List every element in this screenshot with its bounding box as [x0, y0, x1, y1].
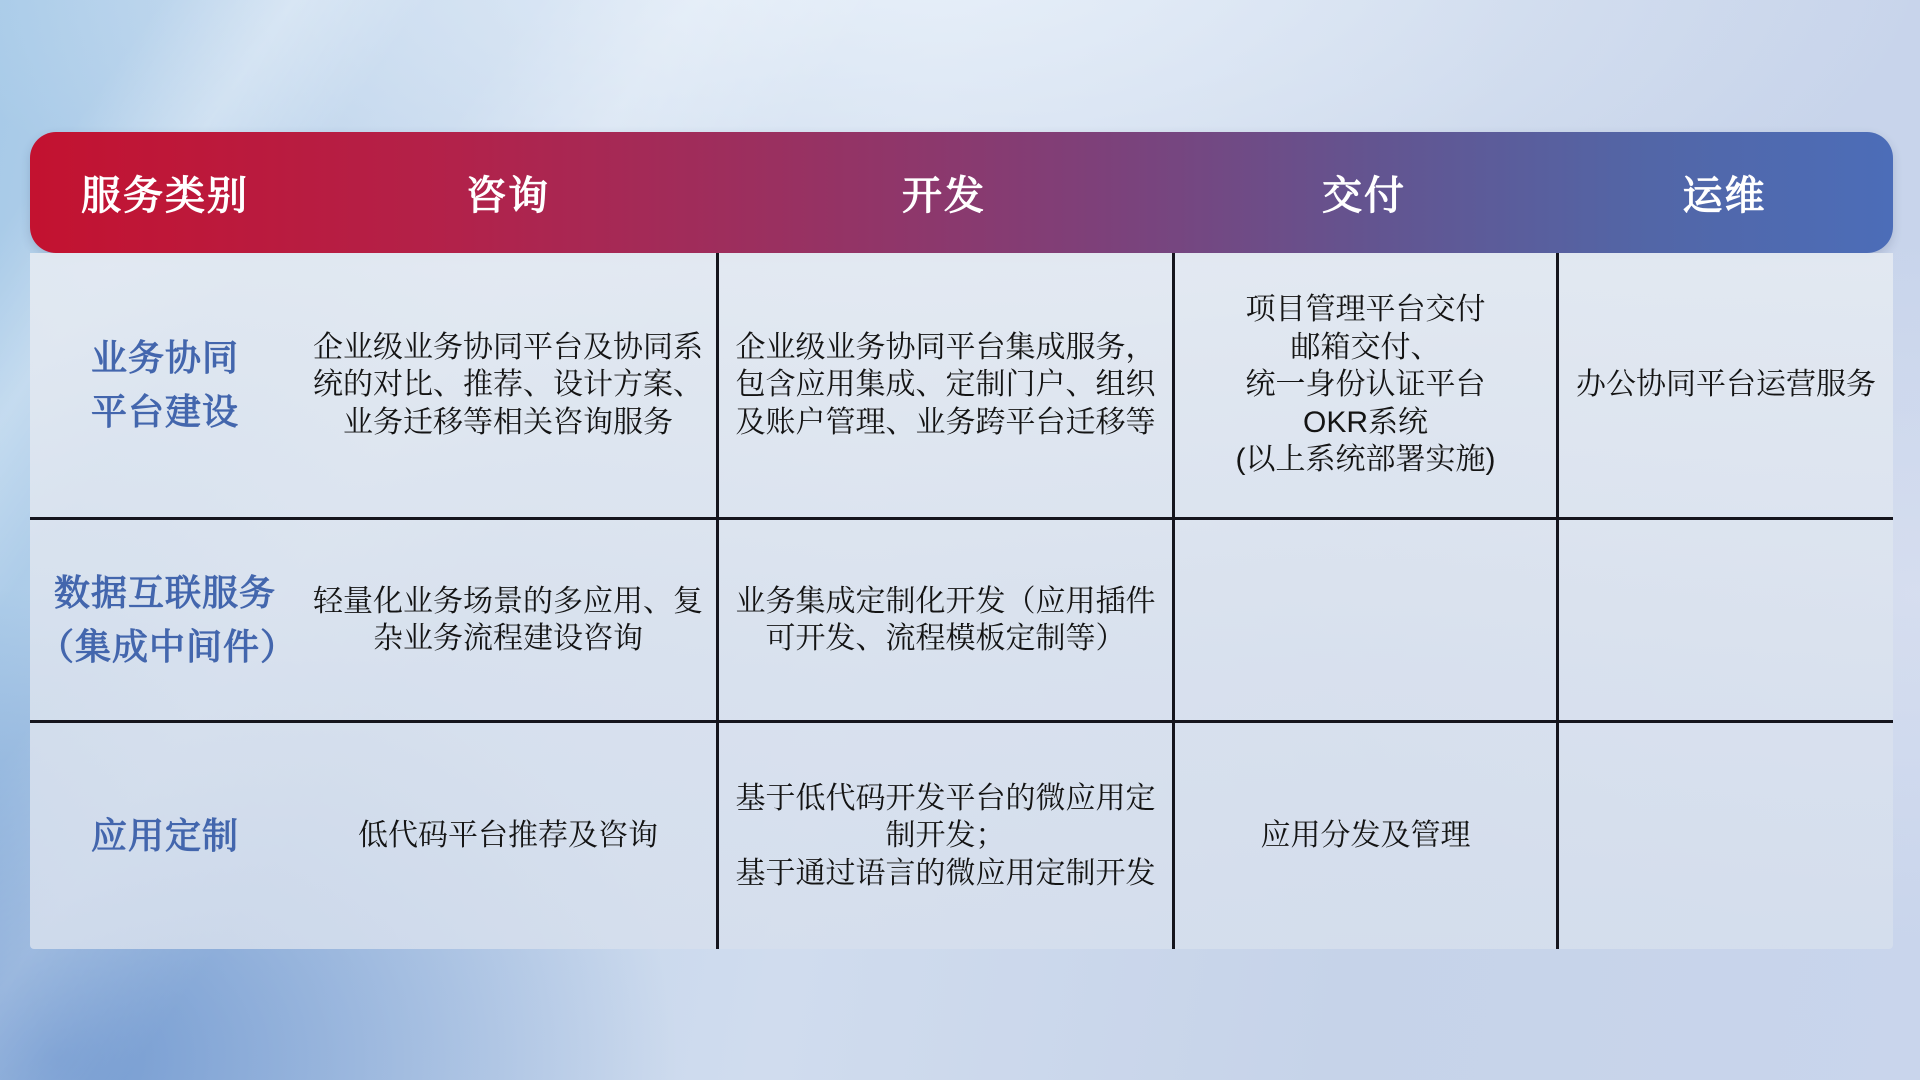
row2-consulting-cell: 轻量化业务场景的多应用、复 杂业务流程建设咨询 — [313, 584, 703, 655]
header-delivery: 交付 — [1322, 174, 1406, 218]
row2-category-label: 数据互联服务 （集成中间件） — [38, 572, 298, 667]
header-service-category: 服务类别 — [81, 174, 249, 218]
table-row-collaboration-platform — [30, 253, 1893, 517]
row2-development-cell: 业务集成定制化开发（应用插件 可开发、流程模板定制等） — [716, 520, 1172, 720]
table-row-app-customization — [30, 720, 1893, 949]
row3-category-label: 应用定制 — [90, 815, 239, 856]
row3-delivery-cell: 应用分发及管理 — [1172, 723, 1556, 949]
service-matrix-table — [30, 132, 1893, 949]
table-header-bar — [30, 132, 1893, 253]
row1-development-cell: 企业级业务协同平台集成服务， 包含应用集成、定制门户、组织 及账户管理、业务跨平台迁移等 — [716, 253, 1172, 517]
header-operations: 运维 — [1682, 174, 1767, 218]
table-row-data-interconnect — [30, 517, 1893, 720]
row3-consulting-cell: 低代码平台推荐及咨询 — [358, 819, 658, 853]
row1-consulting-cell: 企业级业务协同平台及协同系 统的对比、推荐、设计方案、 业务迁移等相关咨询服务 — [313, 330, 703, 439]
row1-operations-cell: 办公协同平台运营服务 — [1556, 253, 1893, 517]
row2-operations-cell — [1556, 520, 1893, 720]
row1-category-label: 业务协同 平台建设 — [90, 337, 239, 432]
row1-delivery-cell: 项目管理平台交付 邮箱交付、 统一身份认证平台 OKR系统 (以上系统部署实施) — [1172, 253, 1556, 517]
row2-delivery-cell — [1172, 520, 1556, 720]
table-body — [30, 253, 1893, 949]
header-development: 开发 — [902, 174, 986, 218]
row3-operations-cell — [1556, 723, 1893, 949]
header-consulting: 咨询 — [466, 174, 550, 218]
row3-development-cell: 基于低代码开发平台的微应用定 制开发； 基于通过语言的微应用定制开发 — [716, 723, 1172, 949]
